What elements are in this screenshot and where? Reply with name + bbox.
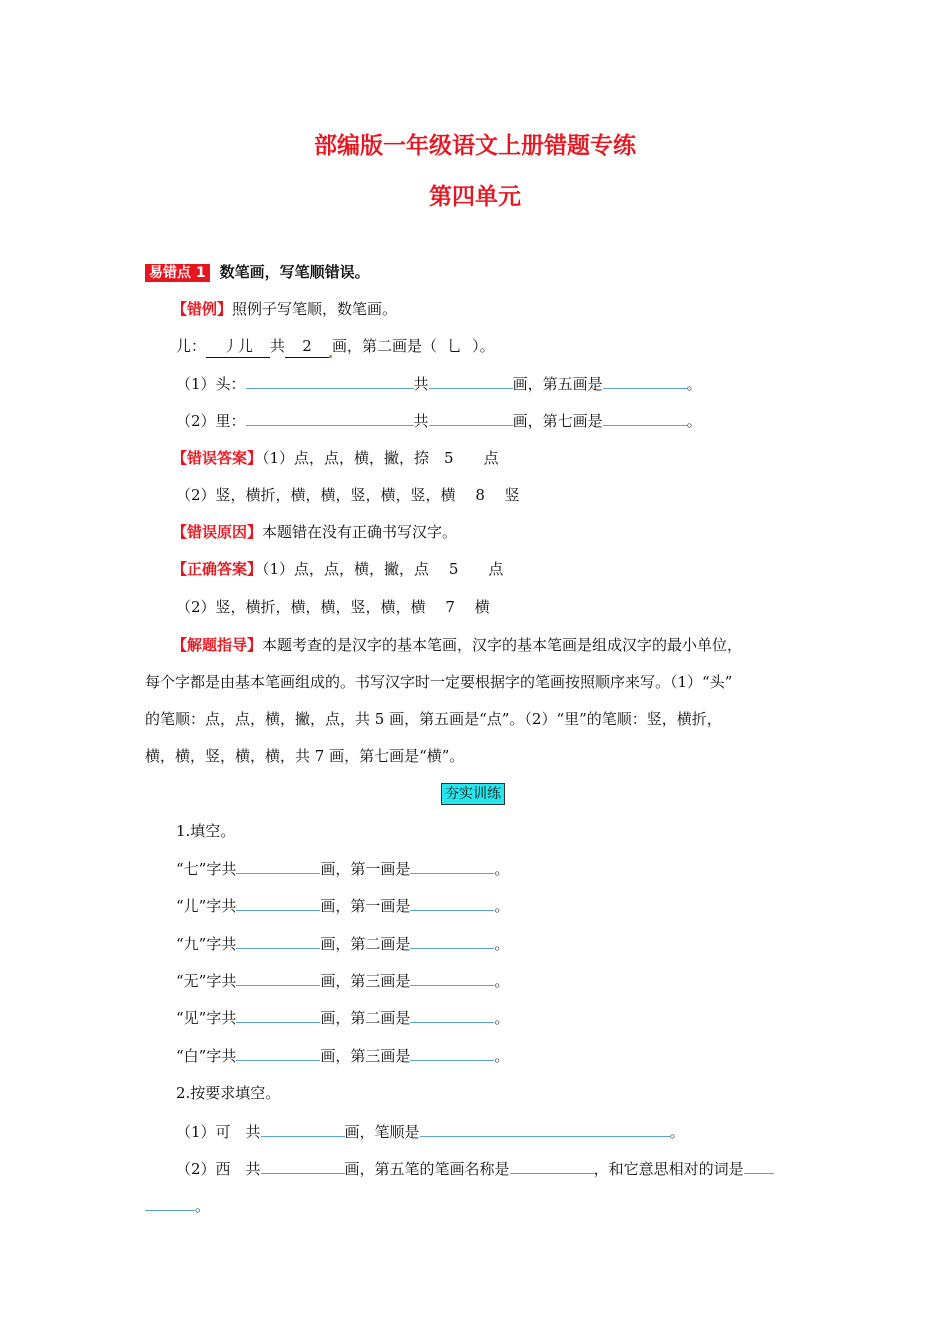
example-label: 【错例】 [172, 300, 233, 318]
wrong-reason [172, 521, 457, 543]
q1-head: （1）头： [176, 375, 246, 393]
blank[interactable] [429, 372, 513, 389]
q2-end: 。 [686, 412, 702, 430]
blank[interactable] [429, 409, 513, 426]
q2-b [176, 1157, 774, 1180]
example-q1 [176, 372, 702, 395]
row-char: “九”字共 [176, 934, 237, 953]
fill-row [176, 894, 509, 917]
row-char: “儿”字共 [176, 897, 237, 916]
page-title: 部编版一年级语文上册错题专练 [314, 133, 636, 159]
blank[interactable] [261, 1157, 345, 1174]
row-end: 。 [494, 1009, 510, 1028]
blank[interactable] [410, 969, 494, 986]
blank[interactable] [236, 857, 320, 874]
fill-row [176, 1006, 509, 1029]
blank[interactable] [236, 969, 320, 986]
q2-title: 2.按要求填空。 [176, 1084, 281, 1102]
demo-gong: 共 [270, 337, 286, 355]
page-subtitle: 第四单元 [429, 184, 521, 210]
q2a-end: 。 [669, 1123, 685, 1141]
row-end: 。 [494, 971, 510, 990]
fill-row [176, 857, 509, 880]
row-char: “白”字共 [176, 1046, 237, 1065]
q2-a [176, 1120, 685, 1143]
row-mid: 画，第一画是 [320, 897, 411, 916]
row-mid: 画，第一画是 [320, 860, 411, 878]
reason-label: 【错误原因】 [172, 523, 263, 541]
q2a-head: （1）可 共 [176, 1123, 261, 1141]
guide-line1 [172, 634, 742, 656]
q2b-mid2: ，和它意思相对的词是 [593, 1160, 744, 1178]
example-q2 [176, 409, 702, 432]
training-heading: 夯实训练 [441, 783, 505, 805]
blank[interactable] [420, 1120, 670, 1137]
wrong-answer-line1 [172, 447, 499, 469]
row-char: “七”字共 [176, 860, 237, 878]
guide-label: 【解题指导】 [172, 636, 263, 654]
row-char: “无”字共 [176, 971, 237, 990]
wrong-answer-line2: （2）竖，横折，横，横，竖，横，竖，横 8 竖 [176, 486, 520, 504]
demo-count: 2 [285, 335, 329, 358]
q2b-end: 。 [195, 1197, 211, 1215]
blank[interactable] [236, 1006, 320, 1023]
correct-text1: （1）点，点，横，撇，点 5 点 [262, 560, 504, 578]
q2b-head: （2）西 共 [176, 1160, 261, 1178]
q2a-mid: 画，笔顺是 [344, 1123, 420, 1141]
example-text: 照例子写笔顺，数笔画。 [232, 300, 398, 318]
demo-strokes: 丿儿 [206, 335, 270, 358]
q2-mid: 画，第七画是 [512, 412, 603, 430]
blank[interactable] [236, 932, 320, 949]
guide-line2: 每个字都是由基本笔画组成的。书写汉字时一定要根据字的笔画按照顺序来写。（1）“头” [145, 673, 733, 691]
error-point-heading [145, 261, 370, 284]
blank[interactable] [246, 372, 414, 389]
blank[interactable] [261, 1120, 345, 1137]
demo-answer: 乚 [447, 337, 463, 355]
fill-row [176, 932, 509, 955]
q2-head: （2）里： [176, 412, 246, 430]
blank[interactable] [603, 409, 687, 426]
q1-mid: 画，第五画是 [512, 375, 603, 393]
q2b-mid: 画，第五笔的笔画名称是 [344, 1160, 510, 1178]
blank[interactable] [410, 932, 494, 949]
blank[interactable] [145, 1194, 195, 1211]
q1-gong: 共 [413, 375, 429, 393]
correct-answer-line2: （2）竖，横折，横，横，竖，横，横 7 横 [176, 598, 490, 616]
blank[interactable] [410, 1006, 494, 1023]
fill-row [176, 1044, 509, 1067]
example-demo [176, 335, 495, 358]
blank[interactable] [410, 894, 494, 911]
error-point-tag: 易错点 1 [145, 264, 210, 282]
correct-answer-line1 [172, 558, 503, 580]
row-mid: 画，第三画是 [320, 971, 411, 990]
guide-text1: 本题考查的是汉字的基本笔画，汉字的基本笔画是组成汉字的最小单位， [262, 636, 743, 654]
demo-char: 儿： [176, 337, 207, 355]
blank[interactable] [410, 1044, 494, 1061]
demo-rest: 画，第二画是（ [332, 337, 438, 355]
example-line [172, 298, 397, 320]
error-point-text: 数笔画，写笔顺错误。 [219, 263, 370, 281]
row-mid: 画，第二画是 [320, 1009, 411, 1028]
row-end: 。 [494, 897, 510, 916]
wrong-label: 【错误答案】 [172, 449, 263, 467]
row-mid: 画，第三画是 [320, 1046, 411, 1065]
reason-text: 本题错在没有正确书写汉字。 [262, 523, 458, 541]
blank[interactable] [410, 857, 494, 874]
blank[interactable] [236, 894, 320, 911]
blank[interactable] [603, 372, 687, 389]
row-end: 。 [494, 934, 510, 953]
q1-end: 。 [686, 375, 702, 393]
wrong-text1: （1）点，点，横，撇，捺 5 点 [262, 449, 499, 467]
guide-line3: 的笔顺：点，点，横，撇，点，共 5 画，第五画是“点”。（2）“里”的笔顺：竖，横折， [145, 710, 722, 728]
row-mid: 画，第二画是 [320, 934, 411, 953]
blank[interactable] [246, 409, 414, 426]
fill-row [176, 969, 509, 992]
demo-end: ）。 [472, 337, 495, 355]
blank[interactable] [236, 1044, 320, 1061]
row-end: 。 [494, 860, 510, 878]
q2-b-cont [145, 1194, 210, 1217]
blank[interactable] [744, 1157, 774, 1174]
blank[interactable] [510, 1157, 594, 1174]
guide-line4: 横，横，竖，横，横，共 7 画，第七画是“横”。 [145, 747, 465, 765]
correct-label: 【正确答案】 [172, 560, 263, 578]
mark-dot [329, 355, 332, 358]
row-end: 。 [494, 1046, 510, 1065]
q2-gong: 共 [413, 412, 429, 430]
q1-title: 1.填空。 [176, 822, 236, 840]
row-char: “见”字共 [176, 1009, 237, 1028]
